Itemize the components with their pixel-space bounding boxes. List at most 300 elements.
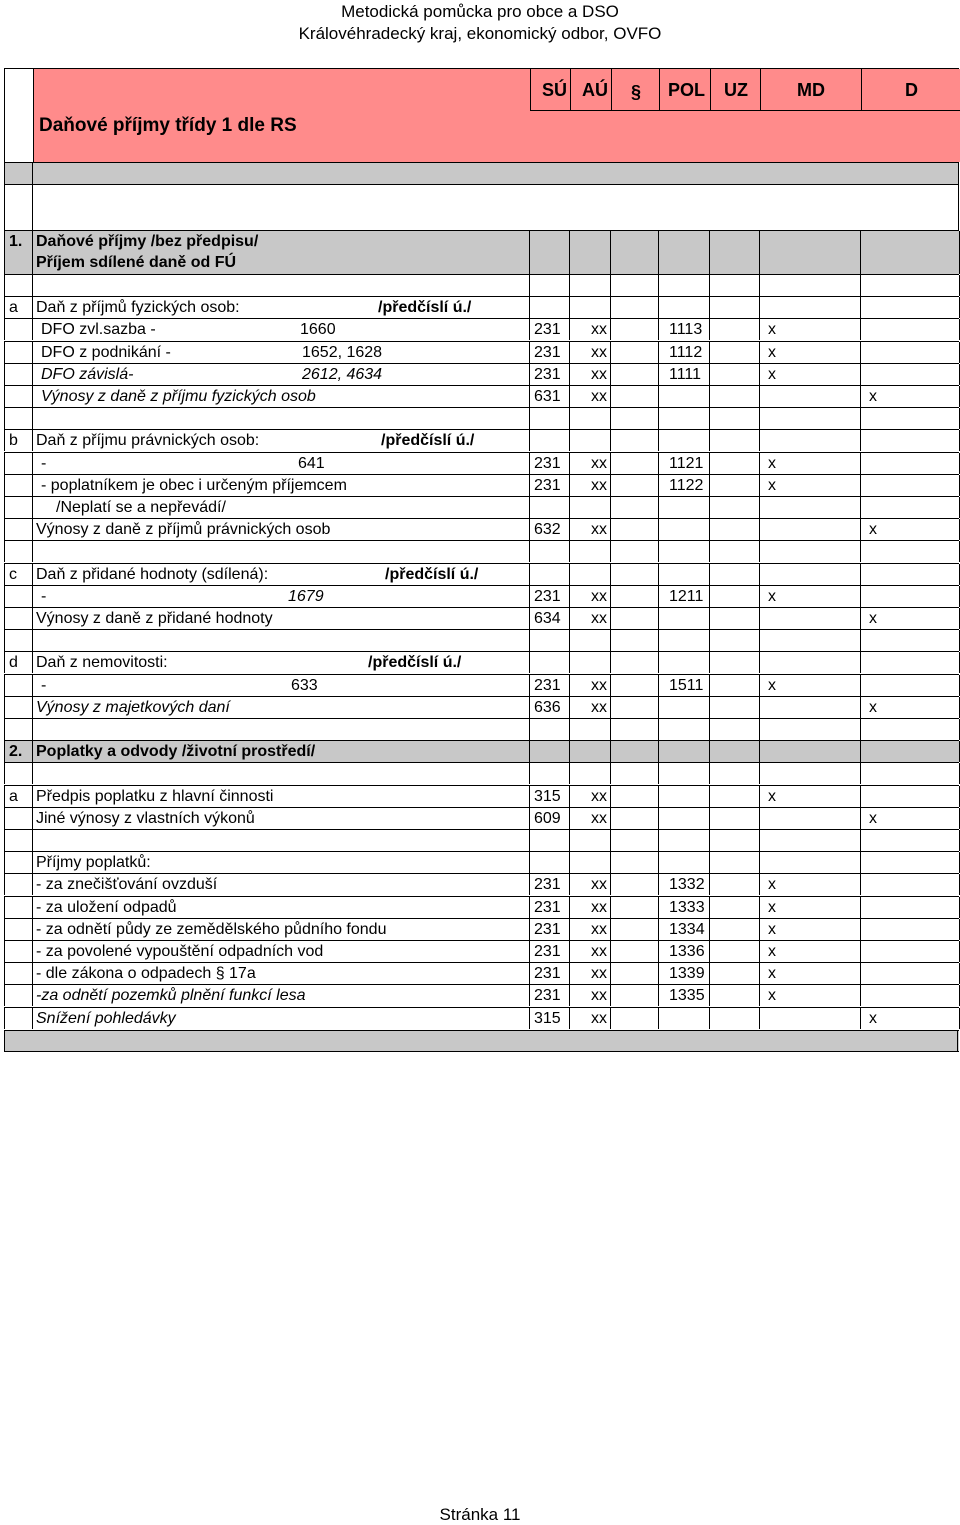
cell-d bbox=[860, 763, 960, 784]
cell-paragraph bbox=[610, 985, 658, 1006]
group-a-row bbox=[4, 341, 959, 363]
row-label bbox=[32, 719, 529, 740]
cell-au: xx bbox=[569, 319, 610, 340]
row-label-text: DFO z podnikání - bbox=[41, 343, 171, 361]
table-title: Daňové příjmy třídy 1 dle RS bbox=[39, 115, 297, 136]
cell-d bbox=[860, 630, 960, 651]
row-label bbox=[32, 630, 529, 651]
cell-uz bbox=[709, 1008, 759, 1029]
cell-su: 231 bbox=[529, 941, 569, 962]
cell-pol: 1334 bbox=[658, 919, 709, 940]
column-d: D bbox=[905, 80, 918, 100]
header-line-2: Královéhradecký kraj, ekonomický odbor, OVFO bbox=[298, 24, 662, 43]
row-label bbox=[32, 652, 529, 673]
section-number: 1. bbox=[4, 231, 32, 274]
row-letter bbox=[4, 763, 32, 784]
cell-uz bbox=[709, 342, 759, 363]
cell-paragraph bbox=[610, 963, 658, 984]
cell-au bbox=[569, 275, 610, 296]
cell-uz bbox=[709, 430, 759, 451]
cell-d bbox=[860, 741, 960, 762]
md-mark: x bbox=[768, 676, 776, 694]
row-label bbox=[32, 364, 529, 385]
section-2-row bbox=[4, 740, 959, 762]
row-label-text: Jiné výnosy z vlastních výkonů bbox=[36, 809, 255, 827]
md-mark: x bbox=[768, 965, 776, 983]
row-note: /předčíslí ú./ bbox=[381, 432, 475, 450]
cell-d bbox=[860, 319, 960, 340]
cell-d bbox=[860, 874, 960, 895]
header-line-1: Metodická pomůcka pro obce a DSO bbox=[341, 2, 619, 21]
cell-uz bbox=[709, 319, 759, 340]
row-label-text: Daň z příjmu právnických osob: bbox=[36, 432, 260, 450]
fee-row bbox=[4, 962, 959, 984]
row-letter bbox=[4, 941, 32, 962]
cell-paragraph bbox=[610, 919, 658, 940]
cell-su bbox=[529, 719, 569, 740]
md-mark: x bbox=[768, 321, 776, 339]
cell-pol: 1111 bbox=[658, 364, 709, 385]
cell-paragraph bbox=[610, 874, 658, 895]
row-letter bbox=[4, 386, 32, 407]
row-letter bbox=[4, 697, 32, 718]
row-label bbox=[32, 297, 529, 318]
separator-row bbox=[4, 162, 959, 184]
cell-au: xx bbox=[569, 386, 610, 407]
cell-d bbox=[860, 852, 960, 873]
cell-uz bbox=[709, 830, 759, 851]
cell-su bbox=[529, 541, 569, 562]
cell-su: 231 bbox=[529, 963, 569, 984]
cell-uz bbox=[709, 719, 759, 740]
cell-su: 636 bbox=[529, 697, 569, 718]
row-label bbox=[32, 675, 529, 696]
empty-row bbox=[4, 829, 959, 851]
row-label-text: DFO zvl.sazba - bbox=[41, 321, 156, 339]
cell-uz bbox=[709, 386, 759, 407]
cell-uz bbox=[709, 852, 759, 873]
cell-au: xx bbox=[569, 897, 610, 918]
row-letter: b bbox=[4, 430, 32, 451]
row-label-text: - za odnětí půdy ze zemědělského půdního fondu bbox=[36, 920, 387, 938]
row-code: 1679 bbox=[288, 587, 324, 605]
cell-paragraph bbox=[610, 386, 658, 407]
row-label bbox=[32, 541, 529, 562]
group-a-row bbox=[4, 363, 959, 385]
row-code: 633 bbox=[291, 676, 318, 694]
cell-pol bbox=[658, 564, 709, 585]
cell-au bbox=[569, 430, 610, 451]
fees-heading bbox=[4, 851, 959, 873]
row-label-text: - bbox=[41, 454, 47, 472]
cell-md bbox=[759, 342, 860, 363]
cell-paragraph bbox=[610, 697, 658, 718]
cell-uz bbox=[709, 453, 759, 474]
cell-pol bbox=[658, 608, 709, 629]
md-mark: x bbox=[768, 987, 776, 1005]
row-label bbox=[32, 763, 529, 784]
row-label bbox=[32, 497, 529, 518]
cell-uz bbox=[709, 364, 759, 385]
cell-md bbox=[759, 852, 860, 873]
row-label bbox=[32, 897, 529, 918]
cell-paragraph bbox=[610, 475, 658, 496]
row-note: /předčíslí ú./ bbox=[378, 299, 472, 317]
cell-uz bbox=[709, 897, 759, 918]
cell-uz bbox=[709, 630, 759, 651]
cell-uz bbox=[709, 741, 759, 762]
cell-au: xx bbox=[569, 342, 610, 363]
cell-md bbox=[759, 475, 860, 496]
cell-au: xx bbox=[569, 697, 610, 718]
row-label bbox=[32, 386, 529, 407]
row-letter bbox=[4, 541, 32, 562]
cell-d bbox=[860, 364, 960, 385]
row-label bbox=[32, 852, 529, 873]
cell-paragraph bbox=[610, 586, 658, 607]
section-title: Daňové příjmy /bez předpisu/ bbox=[36, 233, 259, 250]
section-1-row bbox=[4, 230, 959, 274]
cell-au bbox=[569, 830, 610, 851]
cell-d bbox=[860, 430, 960, 451]
cell-md bbox=[759, 275, 860, 296]
group-c-heading bbox=[4, 563, 959, 585]
d-mark: x bbox=[869, 610, 877, 627]
cell-md bbox=[759, 497, 860, 518]
row-label-text: - bbox=[41, 587, 47, 605]
cell-au: xx bbox=[569, 786, 610, 807]
empty-row bbox=[4, 274, 959, 296]
title-band bbox=[33, 69, 960, 162]
row-label bbox=[32, 519, 529, 540]
cell-uz bbox=[709, 697, 759, 718]
row-code: 641 bbox=[298, 454, 325, 472]
cell-uz bbox=[709, 541, 759, 562]
cell-au bbox=[569, 652, 610, 673]
cell-paragraph bbox=[610, 941, 658, 962]
cell-su: 231 bbox=[529, 897, 569, 918]
row-label-text: Daň z příjmů fyzických osob: bbox=[36, 299, 240, 317]
cell-d bbox=[860, 985, 960, 1006]
cell-paragraph bbox=[610, 430, 658, 451]
row-label bbox=[32, 741, 529, 762]
row-letter bbox=[4, 408, 32, 429]
cell-md bbox=[759, 963, 860, 984]
cell-paragraph bbox=[610, 364, 658, 385]
row-letter bbox=[4, 874, 32, 895]
cell-uz bbox=[709, 808, 759, 829]
cell-uz bbox=[709, 985, 759, 1006]
cell-md bbox=[759, 408, 860, 429]
cell-su bbox=[529, 830, 569, 851]
cell-su: 631 bbox=[529, 386, 569, 407]
cell-au: xx bbox=[569, 675, 610, 696]
cell-d bbox=[860, 652, 960, 673]
cell-d bbox=[860, 608, 960, 629]
cell-md bbox=[759, 630, 860, 651]
cell-pol: 1211 bbox=[658, 586, 709, 607]
row-label bbox=[32, 564, 529, 585]
cell-uz bbox=[709, 497, 759, 518]
cell-su: 231 bbox=[529, 319, 569, 340]
md-mark: x bbox=[768, 787, 776, 805]
table-title-block bbox=[4, 68, 959, 162]
cell-su bbox=[529, 652, 569, 673]
cell-d bbox=[860, 897, 960, 918]
cell-md bbox=[759, 564, 860, 585]
cell-paragraph bbox=[610, 763, 658, 784]
final-separator-row bbox=[4, 1030, 959, 1052]
md-mark: x bbox=[768, 920, 776, 938]
cell-d bbox=[860, 919, 960, 940]
cell-pol bbox=[658, 763, 709, 784]
cell-uz bbox=[709, 675, 759, 696]
cell-pol: 1121 bbox=[658, 453, 709, 474]
cell-pol bbox=[658, 652, 709, 673]
cell-au: xx bbox=[569, 808, 610, 829]
cell-pol bbox=[658, 1008, 709, 1029]
row-label bbox=[32, 608, 529, 629]
section-2a-row bbox=[4, 785, 959, 807]
cell-d bbox=[860, 541, 960, 562]
cell-uz bbox=[709, 874, 759, 895]
cell-au: xx bbox=[569, 941, 610, 962]
fee-row bbox=[4, 940, 959, 962]
cell-d bbox=[860, 941, 960, 962]
group-a-total bbox=[4, 385, 959, 407]
cell-md bbox=[759, 541, 860, 562]
cell-paragraph bbox=[610, 808, 658, 829]
row-letter bbox=[4, 364, 32, 385]
md-mark: x bbox=[768, 476, 776, 494]
cell-paragraph bbox=[610, 741, 658, 762]
group-d-row bbox=[4, 674, 959, 696]
cell-md bbox=[759, 985, 860, 1006]
cell-au bbox=[569, 564, 610, 585]
cell-md bbox=[759, 808, 860, 829]
cell-su bbox=[529, 497, 569, 518]
cell-au: xx bbox=[569, 475, 610, 496]
cell-md bbox=[759, 941, 860, 962]
row-letter: a bbox=[4, 297, 32, 318]
row-letter bbox=[4, 319, 32, 340]
row-label-text: Výnosy z daně z příjmů právnických osob bbox=[36, 521, 331, 539]
row-label bbox=[32, 430, 529, 451]
row-code: 1652, 1628 bbox=[302, 343, 383, 361]
cell-su: 231 bbox=[529, 586, 569, 607]
cell-su: 315 bbox=[529, 1008, 569, 1029]
row-letter bbox=[4, 808, 32, 829]
column-uz: UZ bbox=[724, 80, 748, 100]
row-label-text: Daň z nemovitosti: bbox=[36, 654, 168, 672]
cell-su: 231 bbox=[529, 475, 569, 496]
row-label-text: - za uložení odpadů bbox=[36, 898, 177, 916]
cell-su: 634 bbox=[529, 608, 569, 629]
spacer-row bbox=[4, 184, 959, 230]
cell-pol bbox=[658, 808, 709, 829]
d-mark: x bbox=[869, 388, 877, 405]
cell-d bbox=[860, 275, 960, 296]
cell-su: 315 bbox=[529, 786, 569, 807]
row-label-text: - dle zákona o odpadech § 17a bbox=[36, 965, 256, 983]
md-mark: x bbox=[768, 943, 776, 960]
cell-su: 231 bbox=[529, 985, 569, 1006]
fee-row-last bbox=[4, 1007, 959, 1029]
row-letter bbox=[4, 275, 32, 296]
cell-md bbox=[759, 519, 860, 540]
cell-md bbox=[759, 675, 860, 696]
cell-su: 231 bbox=[529, 453, 569, 474]
cell-uz bbox=[709, 941, 759, 962]
row-label bbox=[32, 697, 529, 718]
group-a-heading bbox=[4, 296, 959, 318]
cell-paragraph bbox=[610, 541, 658, 562]
row-letter bbox=[4, 453, 32, 474]
cell-pol: 1333 bbox=[658, 897, 709, 918]
cell-pol bbox=[658, 497, 709, 518]
cell-pol bbox=[658, 786, 709, 807]
group-a-row bbox=[4, 318, 959, 340]
cell-su bbox=[529, 564, 569, 585]
row-code: 2612, 4634 bbox=[302, 365, 383, 383]
cell-md bbox=[759, 919, 860, 940]
cell-md bbox=[759, 453, 860, 474]
row-letter: c bbox=[4, 564, 32, 585]
column-md: MD bbox=[797, 80, 825, 100]
cell-uz bbox=[709, 763, 759, 784]
cell-paragraph bbox=[610, 852, 658, 873]
cell-md bbox=[759, 830, 860, 851]
cell-su bbox=[529, 763, 569, 784]
cell-d bbox=[860, 564, 960, 585]
fee-row bbox=[4, 896, 959, 918]
cell-paragraph bbox=[610, 297, 658, 318]
row-label bbox=[32, 786, 529, 807]
cell-su bbox=[529, 297, 569, 318]
cell-pol bbox=[658, 541, 709, 562]
cell-au bbox=[569, 852, 610, 873]
cell-md bbox=[759, 763, 860, 784]
cell-md bbox=[759, 719, 860, 740]
cell-au bbox=[569, 741, 610, 762]
cell-md bbox=[759, 586, 860, 607]
row-label bbox=[32, 319, 529, 340]
empty-row bbox=[4, 718, 959, 740]
md-mark: x bbox=[768, 343, 776, 361]
cell-paragraph bbox=[610, 652, 658, 673]
row-letter: d bbox=[4, 652, 32, 673]
cell-paragraph bbox=[610, 1008, 658, 1029]
cell-au bbox=[569, 763, 610, 784]
section-subtitle: Příjem sdílené daně od FÚ bbox=[36, 254, 237, 271]
row-letter bbox=[4, 497, 32, 518]
cell-md bbox=[759, 364, 860, 385]
d-mark: x bbox=[869, 1009, 877, 1027]
cell-d bbox=[860, 475, 960, 496]
cell-paragraph bbox=[610, 275, 658, 296]
page-number: Stránka 11 bbox=[439, 1505, 521, 1524]
cell-d bbox=[860, 830, 960, 851]
column-pol: POL bbox=[668, 80, 706, 100]
cell-au: xx bbox=[569, 919, 610, 940]
d-mark: x bbox=[869, 809, 877, 827]
cell-paragraph bbox=[610, 897, 658, 918]
row-label-text: Daň z přidané hodnoty (sdílená): bbox=[36, 565, 269, 583]
row-letter bbox=[4, 675, 32, 696]
row-label-text: - poplatníkem je obec i určeným příjemcem bbox=[41, 476, 347, 494]
row-label bbox=[32, 941, 529, 962]
cell-paragraph bbox=[610, 608, 658, 629]
row-label-text: -za odnětí pozemků plnění funkcí lesa bbox=[36, 987, 306, 1005]
cell-paragraph bbox=[610, 519, 658, 540]
cell-pol: 1336 bbox=[658, 941, 709, 962]
cell-su bbox=[529, 630, 569, 651]
cell-pol: 1112 bbox=[658, 342, 709, 363]
row-letter bbox=[4, 608, 32, 629]
cell-md bbox=[759, 386, 860, 407]
group-d-total bbox=[4, 696, 959, 718]
cell-au: xx bbox=[569, 519, 610, 540]
cell-uz bbox=[709, 919, 759, 940]
cell-su bbox=[529, 430, 569, 451]
cell-su: 231 bbox=[529, 874, 569, 895]
row-label bbox=[32, 830, 529, 851]
row-note: /předčíslí ú./ bbox=[368, 654, 462, 672]
cell-au: xx bbox=[569, 1008, 610, 1029]
row-letter bbox=[4, 830, 32, 851]
cell-d bbox=[860, 697, 960, 718]
row-label-text: /Neplatí se a nepřevádí/ bbox=[56, 499, 226, 516]
md-mark: x bbox=[768, 587, 776, 605]
cell-pol bbox=[658, 408, 709, 429]
cell-uz bbox=[709, 275, 759, 296]
empty-row bbox=[4, 762, 959, 784]
cell-uz bbox=[709, 408, 759, 429]
md-mark: x bbox=[768, 876, 776, 894]
cell-d bbox=[860, 386, 960, 407]
cell-d bbox=[860, 786, 960, 807]
cell-au bbox=[569, 541, 610, 562]
cell-paragraph bbox=[610, 786, 658, 807]
group-b-row bbox=[4, 452, 959, 474]
row-label bbox=[32, 408, 529, 429]
group-d-heading bbox=[4, 651, 959, 673]
cell-au bbox=[569, 297, 610, 318]
d-mark: x bbox=[869, 698, 877, 716]
cell-d bbox=[860, 719, 960, 740]
group-b-row bbox=[4, 496, 959, 518]
row-letter bbox=[4, 719, 32, 740]
cell-paragraph bbox=[610, 719, 658, 740]
fee-row bbox=[4, 873, 959, 895]
cell-pol bbox=[658, 697, 709, 718]
cell-md bbox=[759, 897, 860, 918]
fee-row bbox=[4, 984, 959, 1006]
row-label-text: - bbox=[41, 676, 47, 694]
cell-uz bbox=[709, 519, 759, 540]
cell-su: 231 bbox=[529, 342, 569, 363]
cell-su bbox=[529, 275, 569, 296]
column-paragraph: § bbox=[631, 82, 642, 102]
row-label bbox=[32, 1008, 529, 1029]
cell-pol bbox=[658, 297, 709, 318]
cell-pol bbox=[658, 719, 709, 740]
cell-su: 231 bbox=[529, 919, 569, 940]
row-letter bbox=[4, 963, 32, 984]
group-c-row bbox=[4, 585, 959, 607]
row-label bbox=[32, 808, 529, 829]
cell-md bbox=[759, 430, 860, 451]
